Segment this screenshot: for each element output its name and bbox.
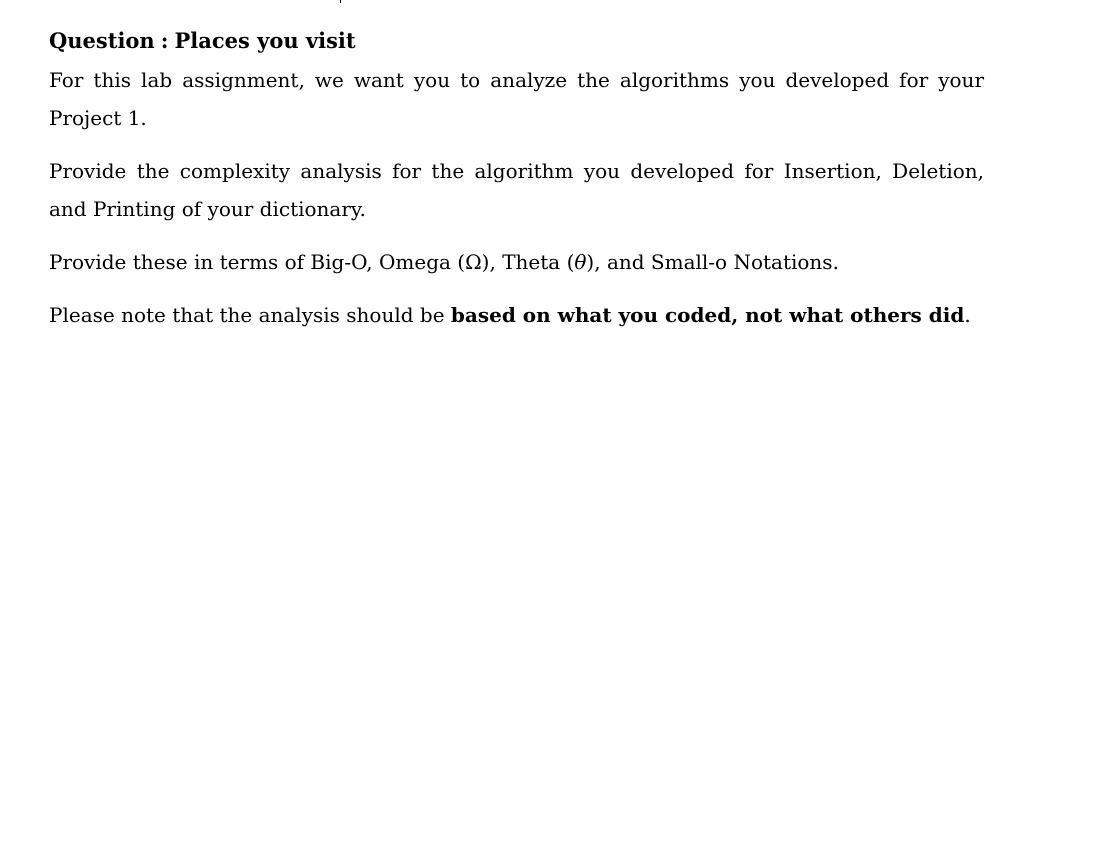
question-label: Question — [49, 28, 155, 53]
note-emphasis: based on what you coded, not what others did — [450, 303, 965, 327]
notations-text-start: Provide these in terms of Big-O, Omega (Ω), Theta ( — [49, 250, 575, 274]
question-heading — [49, 25, 984, 57]
paragraph-complexity: Provide the complexity analysis for the algorithm you developed for Insertion, Deletion, and Printing of your dictionary. — [49, 159, 984, 221]
assignment-body — [49, 25, 984, 349]
note-text-start: Please note that the analysis should be — [49, 303, 451, 327]
paragraph-intro: For this lab assignment, we want you to analyze the algorithms you developed for your Project 1. — [49, 68, 984, 130]
question-title: Places you visit — [174, 28, 356, 53]
notations-text-end: ), and Small-o Notations. — [586, 250, 839, 274]
theta-symbol: θ — [574, 250, 587, 274]
clipped-glyph-fragment — [339, 0, 343, 3]
note-text-end: . — [964, 303, 971, 327]
question-separator: : — [160, 28, 169, 53]
paragraph-notations — [49, 243, 984, 281]
paragraph-note — [49, 296, 984, 334]
